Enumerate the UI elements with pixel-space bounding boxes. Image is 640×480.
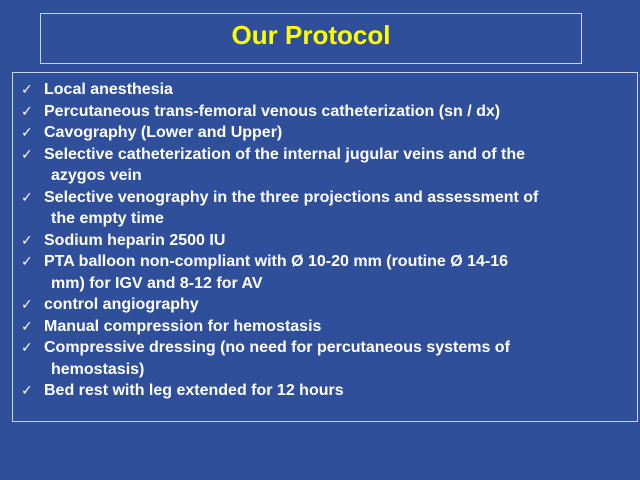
checkmark-icon: ✓ xyxy=(21,296,33,312)
list-item-text: control angiography xyxy=(44,296,199,313)
slide-title: Our Protocol xyxy=(231,19,391,50)
checkmark-icon: ✓ xyxy=(21,253,33,269)
protocol-list xyxy=(13,73,637,402)
list-item-text: mm) for IGV and 8-12 for AV xyxy=(51,274,263,292)
checkmark-icon: ✓ xyxy=(21,102,33,119)
list-item-text: Bed rest with leg extended for 12 hours xyxy=(44,382,344,399)
list-item xyxy=(21,380,640,402)
list-item xyxy=(21,122,640,144)
checkmark-icon: ✓ xyxy=(21,124,33,140)
checkmark-icon: ✓ xyxy=(21,231,33,248)
checkmark-icon: ✓ xyxy=(21,317,33,334)
list-item-text: the empty time xyxy=(51,210,164,227)
list-item-text: Selective catheterization of the internal jugular veins and of the xyxy=(44,145,525,163)
list-item-text: Local anesthesia xyxy=(44,81,173,98)
list-item-text: Percutaneous trans-femoral venous catheterization (sn / dx) xyxy=(44,102,501,120)
checkmark-icon: ✓ xyxy=(21,81,33,97)
list-item xyxy=(21,337,640,380)
list-item-text: hemostasis) xyxy=(51,360,145,378)
list-item xyxy=(21,294,640,316)
content-box xyxy=(12,72,638,422)
checkmark-icon: ✓ xyxy=(21,382,33,398)
checkmark-icon: ✓ xyxy=(21,188,33,205)
title-box xyxy=(40,13,582,64)
list-item xyxy=(21,144,640,187)
list-item-text: PTA balloon non-compliant with Ø 10-20 mm (routine Ø 14-16 xyxy=(44,253,509,270)
list-item xyxy=(21,187,640,230)
list-item xyxy=(21,230,640,252)
checkmark-icon: ✓ xyxy=(21,145,33,162)
list-item-text: Compressive dressing (no need for percutaneous systems of xyxy=(44,339,510,356)
list-item-text: Selective venography in the three projections and assessment of xyxy=(44,188,539,206)
list-item-text: Sodium heparin 2500 IU xyxy=(44,231,226,249)
list-item xyxy=(21,79,640,101)
list-item xyxy=(21,316,640,338)
list-item xyxy=(21,101,640,123)
list-item-text: Manual compression for hemostasis xyxy=(44,317,322,335)
list-item-text: azygos vein xyxy=(51,167,142,184)
list-item-text: Cavography (Lower and Upper) xyxy=(44,124,283,141)
list-item xyxy=(21,251,640,294)
checkmark-icon: ✓ xyxy=(21,339,33,355)
